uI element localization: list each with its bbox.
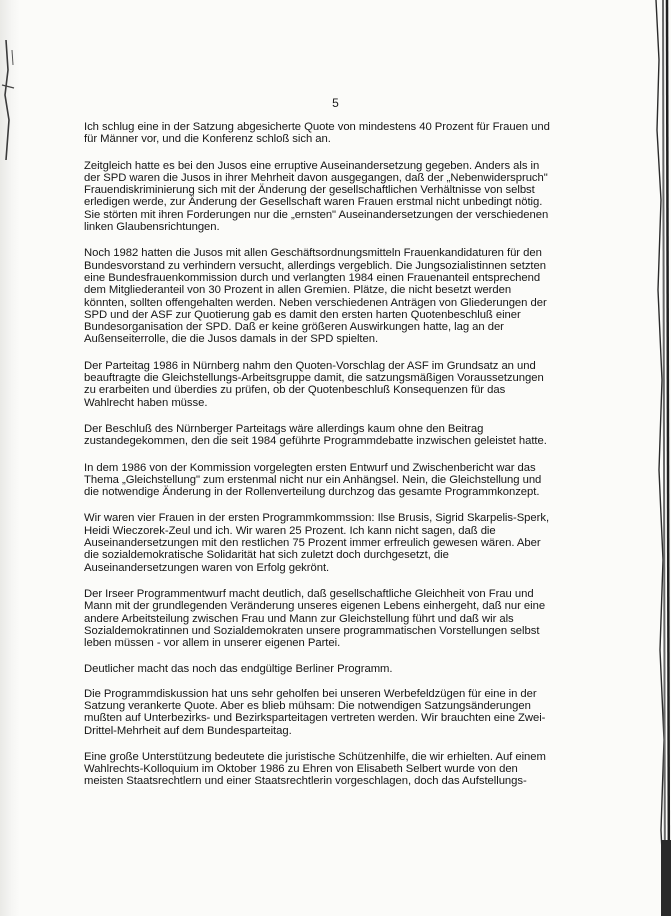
paragraph: Der Irseer Programmentwurf macht deutlich, daß gesellschaftliche Gleichheit von Frau und Mann mit der grundlegenden Veränderung unseres eigenen Lebens einhergeht, daß nur eine andere Arbeitsteilung zwischen Frau und Mann zur Gleichstellung führt und daß wir als Sozialdemokratinnen und Sozialdemokraten unsere programmatischen Vorstellungen selbst leben müssen - vor allem in unserer eigenen Partei. <box>84 587 546 650</box>
paragraph: Der Parteitag 1986 in Nürnberg nahm den Quoten-Vorschlag der ASF im Grundsatz an und beauftragte die Gleichstellungs-Arbeitsgruppe damit, die satzungsmäßigen Voraussetzungen zu erarbeiten und überdies zu prüfen, ob der Quotenbeschluß Konsequenzen für das Wahlrecht haben müsse. <box>84 359 544 409</box>
scan-edge-right <box>601 0 671 916</box>
body-text <box>84 121 552 802</box>
paragraph: Noch 1982 hatten die Jusos mit allen Geschäftsordnungsmitteln Frauenkandidaturen für den Bundesvorstand zu verhindern versucht, allerdings vergeblich. Die Jungsozialistinnen setzten eine Bundesfrauenkommission durch und verlangten 1984 einen Frauenanteil entsprechend dem Mitgliederanteil von 30 Prozent in allen Gremien. Plätze, die nicht besetzt werden könnten, sollten offengehalten werden. Neben verschiedenen Anträgen von Gliederungen der SPD und der ASF zur Quotierung gab es damit den ersten harten Quotenbeschluß einer Bundesorganisation der SPD. Daß er keine größeren Auswirkungen hatte, lag an der Außenseiterrolle, die die Jusos damals in der SPD spielten. <box>84 247 547 346</box>
paragraph: Eine große Unterstützung bedeutete die juristische Schützenhilfe, die wir erhielten. Auf einem Wahlrechts-Kolloquium im Oktober 1986 zu Ehren von Elisabeth Selbert wurde von den meisten Staatsrechtlern und einer Staatsrechtlerin vorgeschlagen, doch das Aufstellungs- <box>84 750 546 788</box>
paragraph: Die Programmdiskussion hat uns sehr geholfen bei unseren Werbefeldzügen für eine in der Satzung verankerte Quote. Aber es blieb mühsam: Die notwendigen Satzungsänderungen mußten auf Unterbezirks- und Bezirksparteitagen vertreten werden. Wir brauchten eine Zwei-Drittel-Mehrheit auf dem Bundesparteitag. <box>84 687 546 737</box>
paragraph: In dem 1986 von der Kommission vorgelegten ersten Entwurf und Zwischenbericht war das Thema „Gleichstellung" zum erstenmal nicht nur ein Anhängsel. Nein, die Gleichstellung und die notwendige Änderung in der Rollenverteilung durchzog das gesamte Programmkonzept. <box>84 461 542 499</box>
paragraph: Ich schlug eine in der Satzung abgesicherte Quote von mindestens 40 Prozent für Frauen und für Männer vor, und die Konferenz schloß sich an. <box>84 121 550 146</box>
paragraph: Deutlicher macht das noch das endgültige Berliner Programm. <box>84 663 393 676</box>
paragraph: Zeitgleich hatte es bei den Jusos eine erruptive Auseinandersetzung gegeben. Anders als in der SPD waren die Jusos in ihrer Mehrheit davon ausgegangen, daß der „Nebenwiderspruch" Frauendiskriminierung sich mit der Änderung der gesellschaftlichen Verhältnisse von selbst erledigen werde, zur Änderung der Gesellschaft waren Frauen erstmal nicht unbedingt nötig. Sie störten mit ihren Forderungen nur die „ernsten" Auseinandersetzungen der verschiedenen linken Glaubensrichtungen. <box>84 159 549 234</box>
paragraph: Wir waren vier Frauen in der ersten Programmkommssion: Ilse Brusis, Sigrid Skarpelis-Sperk, Heidi Wieczorek-Zeul und ich. Wir waren 25 Prozent. Ich kann nicht sagen, daß die Auseinandersetzungen mit den restlichen 75 Prozent immer erfreulich gewesen wären. Aber die sozialdemokratische Solidarität hat sich zuletzt doch durchgesetzt, die Auseinandersetzungen waren von Erfolg gekrönt. <box>84 512 550 574</box>
page-number: 5 <box>332 96 339 110</box>
paragraph: Der Beschluß des Nürnberger Parteitags wäre allerdings kaum ohne den Beitrag zustandegekommen, den die seit 1984 geführte Programmdebatte inzwischen geleistet hatte. <box>84 422 547 448</box>
